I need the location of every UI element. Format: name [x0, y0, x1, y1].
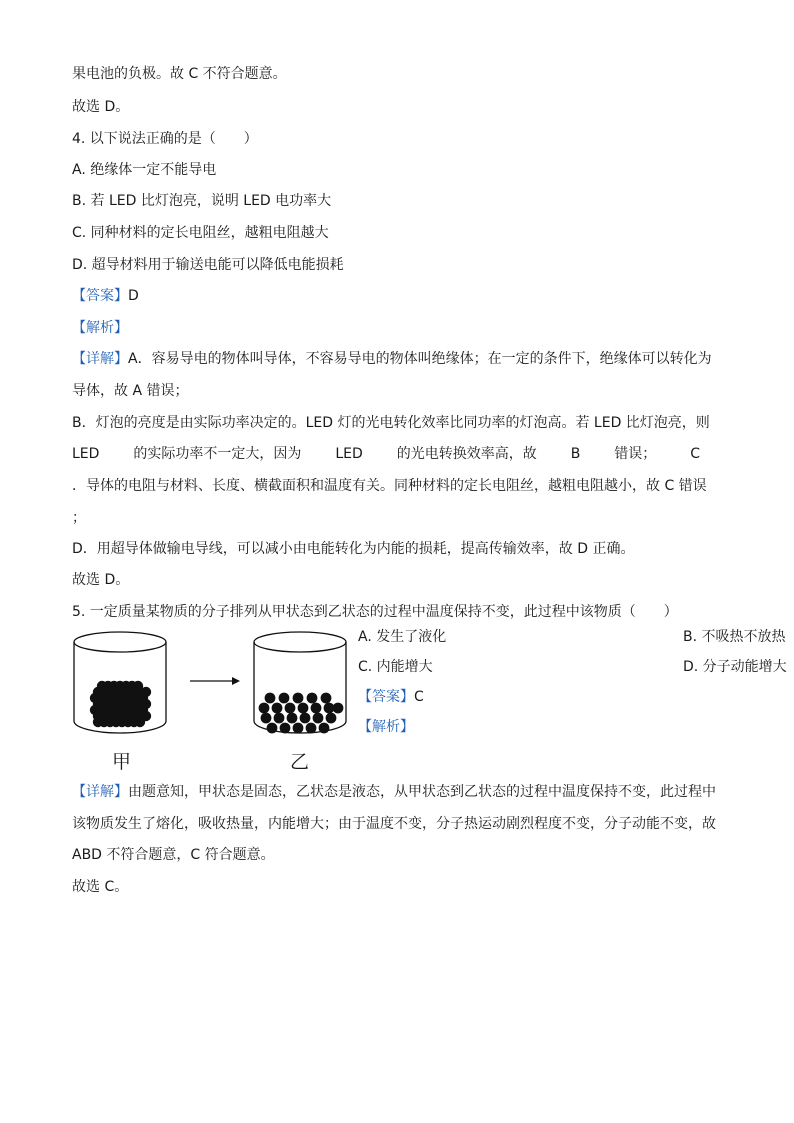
q5-option-a: A. 发生了液化 [358, 629, 447, 645]
molecule-ball [307, 693, 318, 704]
molecule-ball [267, 723, 278, 734]
detail-tag: 【详解】 [72, 351, 128, 367]
answer-choice: 故选 D。 [72, 99, 130, 115]
detail-text: 由题意知，甲状态是固态，乙状态是液态，从甲状态到乙状态的过程中温度保持不变，此过程中 [128, 784, 716, 800]
molecule-ball [298, 703, 309, 714]
text-segment: LED [335, 446, 363, 462]
figure-label-right: 乙 [290, 751, 310, 773]
q4-option-a: A. 绝缘体一定不能导电 [72, 162, 217, 178]
molecule-ball [311, 703, 322, 714]
molecule-ball [287, 713, 298, 724]
molecule-ball [135, 717, 145, 727]
molecule-ball [300, 713, 311, 724]
text-segment: 错误； [614, 446, 657, 462]
text-segment: 的光电转换效率高，故 [396, 446, 537, 462]
detail-tag: 【详解】 [72, 784, 128, 800]
q5-choice: 故选 C。 [72, 879, 129, 895]
molecule-ball [274, 713, 285, 724]
text-segment: B [570, 446, 581, 462]
answer-tag: 【答案】 [358, 689, 414, 705]
q4-detail-c2: ； [72, 510, 86, 526]
molecule-ball [313, 713, 324, 724]
liquid-molecules [259, 693, 344, 734]
molecule-ball [261, 713, 272, 724]
q4-detail-a1 [72, 349, 712, 369]
q4-choice: 故选 D。 [72, 572, 130, 588]
arrow-icon [190, 677, 240, 685]
text-segment: LED [72, 446, 100, 462]
q4-answer [72, 286, 139, 306]
question-5-stem: 5. 一定质量某物质的分子排列从甲状态到乙状态的过程中温度保持不变，此过程中该物质（ ） [72, 604, 678, 620]
q4-detail-d: D．用超导体做输电导线，可以减小由电能转化为内能的损耗，提高传输效率，故 D 正确。 [72, 541, 635, 557]
molecule-ball [333, 703, 344, 714]
q5-answer [358, 687, 424, 707]
molecule-ball [306, 723, 317, 734]
molecule-ball [279, 693, 290, 704]
q4-option-c: C. 同种材料的定长电阻丝，越粗电阻越大 [72, 225, 329, 241]
q5-option-c: C. 内能增大 [358, 659, 433, 675]
q5-detail-3: ABD 不符合题意，C 符合题意。 [72, 847, 275, 863]
text-segment: 的实际功率不一定大，因为 [133, 446, 302, 462]
molecule-ball [326, 713, 337, 724]
q4-detail-a2: 导体，故 A 错误； [72, 383, 189, 399]
q5-detail-2: 该物质发生了熔化，吸收热量，内能增大；由于温度不变，分子热运动剧烈程度不变，分子动能不变，故 [72, 816, 716, 832]
molecule-ball [280, 723, 291, 734]
answer-value: C [414, 689, 424, 705]
text-line: 果电池的负极。故 C 不符合题意。 [72, 66, 287, 82]
q5-option-b: B. 不吸热不放热 [683, 629, 786, 645]
q4-option-d: D. 超导材料用于输送电能可以降低电能损耗 [72, 257, 344, 273]
q5-detail-1 [72, 782, 716, 802]
solid-molecules [90, 681, 151, 727]
q5-option-d: D. 分子动能增大 [683, 659, 787, 675]
molecule-ball [293, 693, 304, 704]
detail-text: A．容易导电的物体叫导体，不容易导电的物体叫绝缘体；在一定的条件下，绝缘体可以转化为 [128, 351, 712, 367]
q4-detail-b2 [72, 444, 700, 464]
figure-label-left: 甲 [112, 751, 132, 773]
q4-detail-b1: B．灯泡的亮度是由实际功率决定的。LED 灯的光电转化效率比同功率的灯泡高。若 LED 比灯泡亮，则 [72, 415, 710, 431]
text-segment: C [690, 446, 700, 462]
answer-value: D [128, 288, 139, 304]
molecule-ball [259, 703, 270, 714]
q4-analysis-tag: 【解析】 [72, 320, 128, 336]
molecule-ball [293, 723, 304, 734]
molecule-ball [319, 723, 330, 734]
molecule-ball [265, 693, 276, 704]
answer-tag: 【答案】 [72, 288, 128, 304]
q4-option-b: B. 若 LED 比灯泡亮，说明 LED 电功率大 [72, 193, 332, 209]
molecule-ball [285, 703, 296, 714]
q4-detail-c1: ．导体的电阻与材料、长度、横截面积和温度有关。同种材料的定长电阻丝，越粗电阻越小，故 C 错误 [72, 478, 707, 494]
question-4-stem: 4. 以下说法正确的是（ ） [72, 131, 258, 147]
molecule-ball [321, 693, 332, 704]
q5-analysis-tag: 【解析】 [358, 719, 414, 735]
molecule-ball [272, 703, 283, 714]
